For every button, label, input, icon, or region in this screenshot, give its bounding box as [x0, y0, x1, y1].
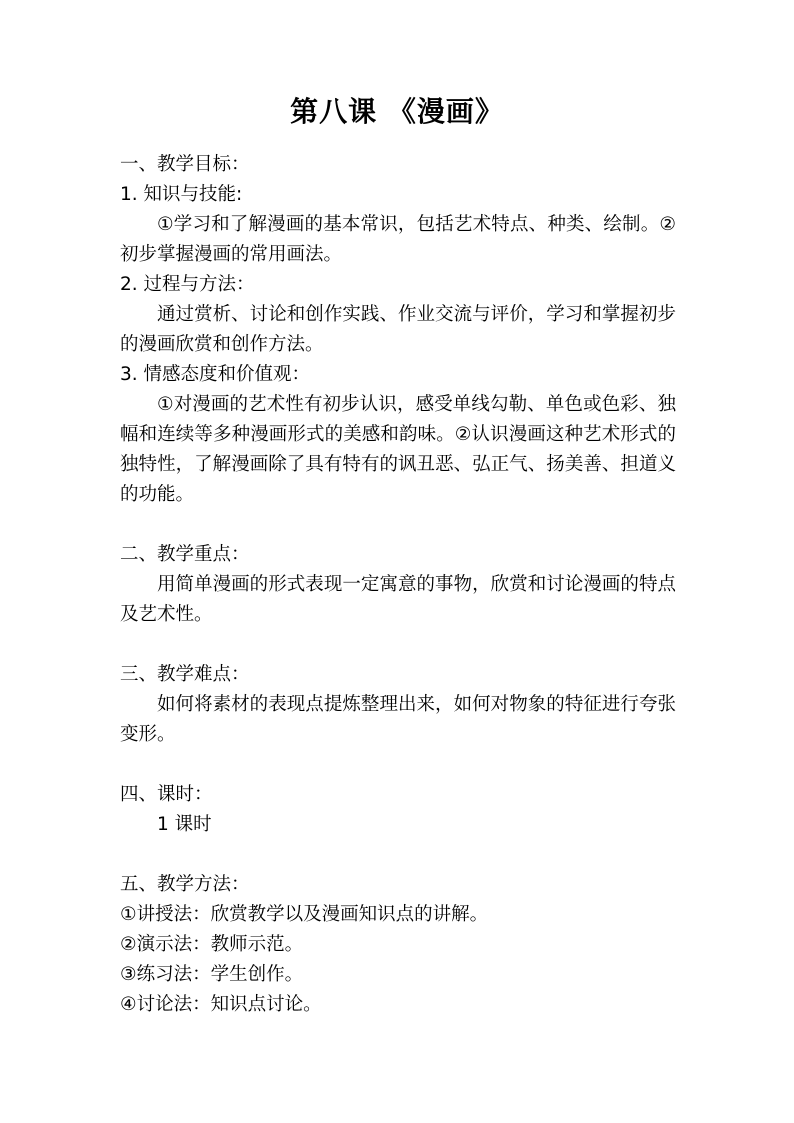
document-body	[120, 150, 676, 1020]
section-heading-methods: 五、教学方法：	[120, 874, 250, 895]
paragraph-key-points: 用简单漫画的形式表现一定寓意的事物，欣赏和讨论漫画的特点及艺术性。	[120, 574, 676, 625]
section-heading-objectives: 一、教学目标：	[120, 154, 250, 175]
hours-value: 1 课时	[157, 814, 212, 835]
section-heading-hours: 四、课时：	[120, 784, 213, 805]
spacer	[120, 510, 676, 540]
list-item-method-2: ②演示法：教师示范。	[120, 934, 304, 955]
subheading-knowledge: 1. 知识与技能:	[120, 184, 243, 205]
paragraph-knowledge: ①学习和了解漫画的基本常识，包括艺术特点、种类、绘制。②初步掌握漫画的常用画法。	[120, 214, 676, 265]
paragraph-difficulties: 如何将素材的表现点提炼整理出来，如何对物象的特征进行夸张变形。	[120, 694, 676, 745]
spacer	[120, 840, 676, 870]
list-item-method-4: ④讨论法：知识点讨论。	[120, 994, 322, 1015]
paragraph-emotion: ①对漫画的艺术性有初步认识，感受单线勾勒、单色或色彩、独幅和连续等多种漫画形式的美感和韵味。②认识漫画这种艺术形式的独特性，了解漫画除了具有特有的讽丑恶、弘正气、扬美善、担道义的功能。	[120, 394, 676, 505]
spacer	[120, 630, 676, 660]
paragraph-process: 通过赏析、讨论和创作实践、作业交流与评价，学习和掌握初步的漫画欣赏和创作方法。	[120, 304, 676, 355]
subheading-process: 2. 过程与方法：	[120, 274, 255, 295]
subheading-emotion: 3. 情感态度和价值观：	[120, 364, 311, 385]
section-heading-key-points: 二、教学重点：	[120, 544, 250, 565]
list-item-method-1: ①讲授法：欣赏教学以及漫画知识点的讲解。	[120, 904, 489, 925]
spacer	[120, 750, 676, 780]
section-heading-difficulties: 三、教学难点：	[120, 664, 250, 685]
page-title: 第八课 《漫画》	[290, 95, 504, 128]
list-item-method-3: ③练习法：学生创作。	[120, 964, 304, 985]
